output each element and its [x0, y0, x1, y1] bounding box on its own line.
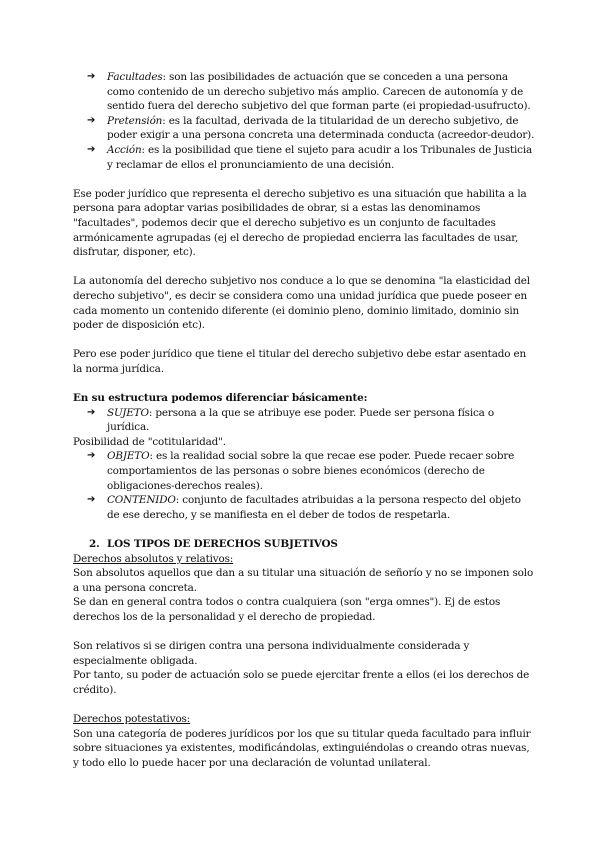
term-sujeto: SUJETO [107, 406, 149, 419]
subheading-potestativos: Derechos potestativos: [73, 713, 191, 726]
term-facultades: Facultades [107, 71, 163, 83]
paragraph-relativos: Son relativos si se dirigen contra una persona individualmente considerada y especialmente obligada. [73, 640, 470, 667]
term-objeto: OBJETO [107, 450, 150, 463]
section-title: LOS TIPOS DE DERECHOS SUBJETIVOS [107, 538, 338, 550]
list-item [73, 114, 535, 143]
term-contenido: CONTENIDO [107, 494, 176, 507]
term-pretension: Pretensión [107, 114, 163, 127]
bullet-text: : persona a la que se atribuye ese poder. Puede ser persona física o jurídica. [107, 406, 494, 434]
bullet-text: : es la facultad, derivada de la titularidad de un derecho subjetivo, de poder exigir a una persona concreta una determinada conducta (acreedor-deudor). [107, 114, 535, 142]
bullet-text: : son las posibilidades de actuación que se conceden a una persona como contenido de un derecho subjetivo más amplio. Carecen de autonomía y de sentido fuera del derecho subjetivo del que forman parte (ei propiedad-usufructo). [107, 71, 531, 113]
arrow-icon: ➔ [87, 143, 96, 155]
bullet-text: : es la posibilidad que tiene el sujeto para acudir a los Tribunales de Justicia y reclamar de ellos el pronunciamiento de una decisión. [107, 143, 533, 171]
sujeto-continuation: Posibilidad de "cotitularidad". [73, 435, 226, 448]
bullet-list-top [73, 70, 535, 172]
paragraph-erga-omnes: Se dan en general contra todos o contra cualquiera (son "erga omnes"). Ej de estos derechos los de la personalidad y el derecho de propiedad. [73, 596, 501, 623]
paragraph-elasticidad: La autonomía del derecho subjetivo nos conduce a lo que se denomina "la elasticidad del derecho subjetivo", es decir se considera como una unidad jurídica que puede poseer en cada momento un contenido diferente (ei dominio pleno, dominio limitado, dominio sin poder de disposición etc). [73, 275, 530, 332]
list-item [73, 493, 535, 522]
paragraph-norma-juridica: Pero ese poder jurídico que tiene el titular del derecho subjetivo debe estar asentado en la norma jurídica. [73, 348, 527, 375]
term-accion: Acción [107, 143, 142, 156]
arrow-icon: ➔ [87, 406, 96, 418]
bullet-text: : es la realidad social sobre la que recae ese poder. Puede recaer sobre comportamientos de las personas o sobre bienes económicos (derecho de obligaciones-derechos reales). [107, 450, 515, 492]
bullet-text: : conjunto de facultades atribuidas a la persona respecto del objeto de ese derecho, y se manifiesta en el deber de todos de respetarla. [107, 494, 521, 521]
bullet-list-structure-2 [73, 449, 535, 522]
paragraph-poder-juridico: Ese poder jurídico que representa el derecho subjetivo es una situación que habilita a la persona para adoptar varias posibilidades de obrar, si a estas las denominamos "facultades", podemos decir que el derecho subjetivo es un conjunto de facultades armónicamente agrupadas (ej el derecho de propiedad encierra las facultades de usar, disfrutar, disponer, etc). [73, 187, 527, 259]
subheading-absolutos: Derechos absolutos y relativos: [73, 552, 234, 565]
document-body [73, 70, 535, 771]
arrow-icon: ➔ [87, 71, 96, 82]
arrow-icon: ➔ [87, 450, 96, 462]
list-item [73, 70, 535, 114]
section-number: 2. [89, 538, 100, 550]
arrow-icon: ➔ [87, 494, 96, 506]
list-item [73, 143, 535, 172]
structure-heading: En su estructura podemos diferenciar básicamente: [73, 392, 368, 405]
paragraph-credito: Por tanto, su poder de actuación solo se puede ejercitar frente a ellos (ei los derechos de crédito). [73, 669, 530, 696]
section-heading [73, 537, 535, 552]
paragraph-potestativos: Son una categoría de poderes jurídicos por los que su titular queda facultado para influir sobre situaciones ya existentes, modificándolas, extinguiéndolas o creando otras nuevas, y todo ello lo puede hacer por una declaración de voluntad unilateral. [73, 727, 531, 769]
paragraph-absolutos: Son absolutos aquellos que dan a su titular una situación de señorío y no se imponen solo a una persona concreta. [73, 567, 534, 594]
bullet-list-structure [73, 406, 535, 435]
arrow-icon: ➔ [87, 114, 96, 126]
list-item [73, 406, 535, 435]
list-item [73, 449, 535, 493]
